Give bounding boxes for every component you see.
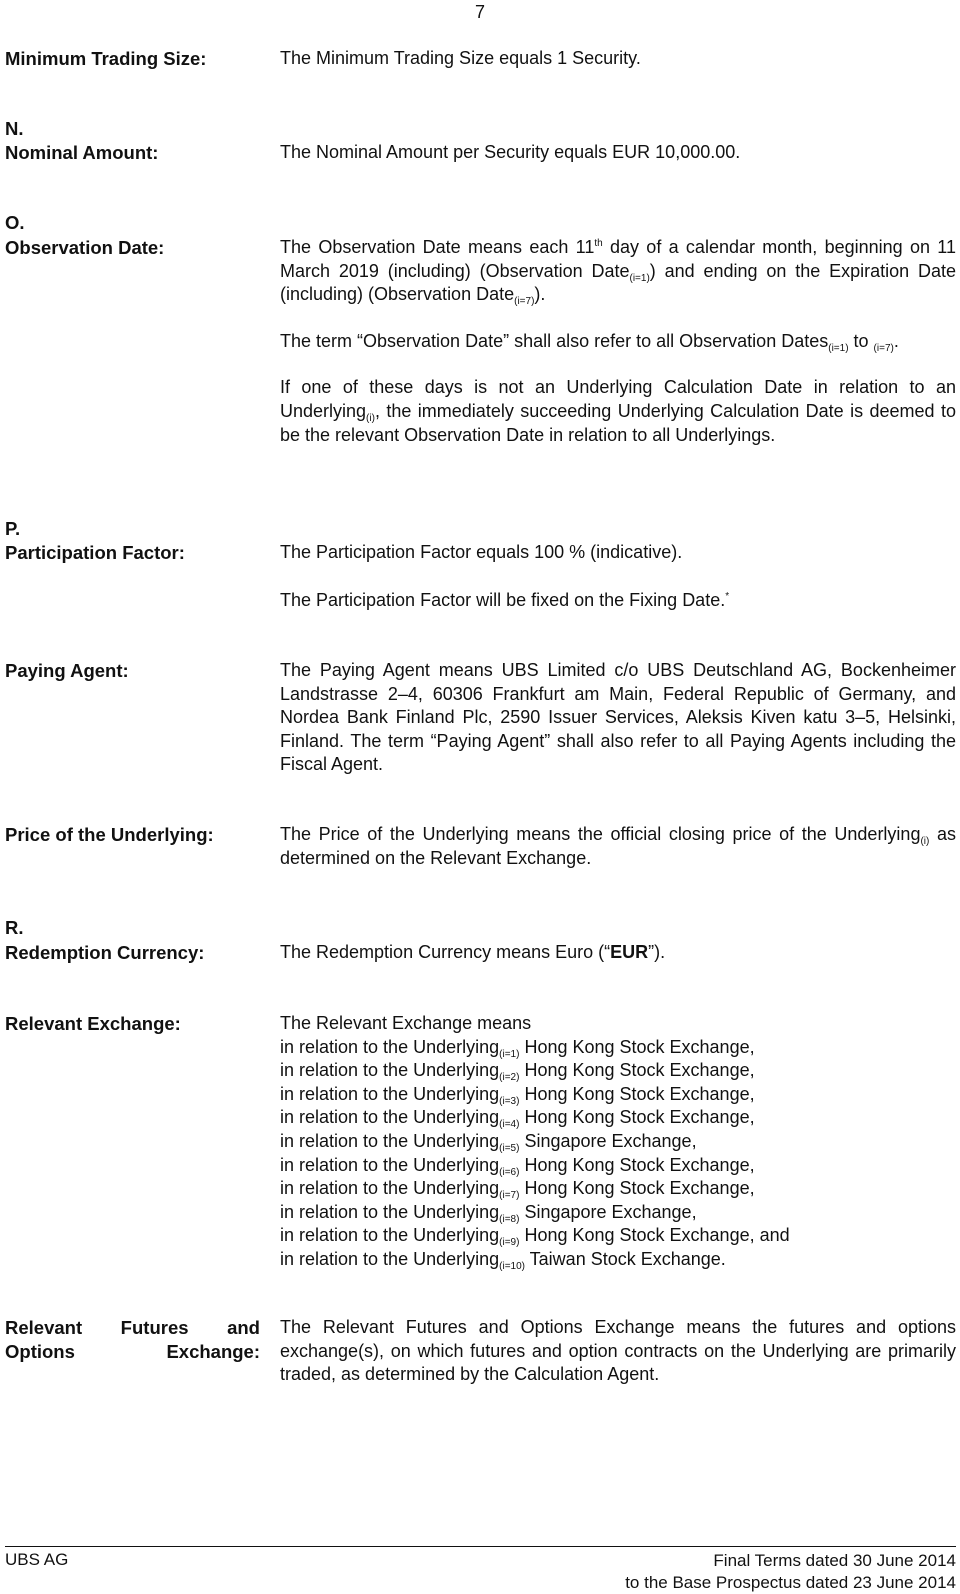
footer-divider <box>5 1546 956 1547</box>
list-item: in relation to the Underlying$_{(i=3)}$ Hong Kong Stock Exchange, <box>280 1083 755 1107</box>
definition-redemption-currency: The Redemption Currency means Euro (“EUR”). <box>280 942 666 962</box>
list-item: in relation to the Underlying$_{(i=8)}$ Singapore Exchange, <box>280 1201 697 1225</box>
definition-relevant-exchange <box>280 1012 956 1272</box>
term-participation-factor: Participation Factor: <box>5 542 185 563</box>
footer-issuer: UBS AG <box>5 1550 69 1569</box>
list-item: in relation to the Underlying$_{(i=2)}$ Hong Kong Stock Exchange, <box>280 1060 755 1084</box>
term-minimum-trading-size: Minimum Trading Size: <box>5 48 207 69</box>
participation-paragraph-2: The Participation Factor will be fixed on the Fixing Date.* <box>280 589 730 610</box>
section-letter-p: P. <box>5 518 21 539</box>
participation-paragraph-1: The Participation Factor equals 100 % (indicative). <box>280 542 683 562</box>
observation-paragraph-1: The Observation Date means each 11th day of a calendar month, beginning on 11 March 2019 (including) (Observation Date$_{(i=1)}$) and ending on the Expiration Date (including) (Observation Date$_{(i=7)}$). <box>280 237 956 308</box>
section-letter-r: R. <box>5 917 24 938</box>
page-number: 7 <box>474 2 485 22</box>
definition-participation-factor <box>280 541 956 612</box>
term-relevant-exchange: Relevant Exchange: <box>5 1013 181 1034</box>
term-paying-agent: Paying Agent: <box>5 660 129 681</box>
list-item: in relation to the Underlying$_{(i=10)}$ Taiwan Stock Exchange. <box>280 1248 726 1272</box>
list-item: in relation to the Underlying$_{(i=5)}$ Singapore Exchange, <box>280 1130 697 1154</box>
term-price-of-underlying: Price of the Underlying: <box>5 824 214 845</box>
definition-price-of-underlying: The Price of the Underlying means the official closing price of the Underlying$_{(i)}$ as determined on the Relevant Exchange. <box>280 824 956 868</box>
list-item: in relation to the Underlying$_{(i=1)}$ Hong Kong Stock Exchange, <box>280 1036 755 1060</box>
definition-observation-date <box>280 236 956 447</box>
section-letter-n: N. <box>5 118 24 139</box>
definition-paying-agent: The Paying Agent means UBS Limited c/o UBS Deutschland AG, Bockenheimer Landstrasse 2–4, 60306 Frankfurt am Main, Federal Republic of Germany, and Nordea Bank Finland Plc, 2590 Issuer Services, Aleksis Kiven katu 3–5, Helsinki, Finland. The term “Paying Agent” shall also refer to all Paying Agents including the Fiscal Agent. <box>280 660 956 775</box>
list-item: in relation to the Underlying$_{(i=9)}$ Hong Kong Stock Exchange, and <box>280 1225 790 1249</box>
relevant-exchange-intro: The Relevant Exchange means <box>280 1013 532 1033</box>
footer-final-terms-date: Final Terms dated 30 June 2014 <box>713 1551 956 1570</box>
list-item: in relation to the Underlying$_{(i=7)}$ Hong Kong Stock Exchange, <box>280 1178 755 1202</box>
term-relevant-futures-options-exchange: Relevant Futures and Options Exchange: <box>5 1317 260 1362</box>
definition-nominal-amount: The Nominal Amount per Security equals EUR 10,000.00. <box>280 142 741 162</box>
observation-paragraph-2: The term “Observation Date” shall also refer to all Observation Dates$_{(i=1)}$ to $_{(i=7)}$. <box>280 330 899 354</box>
footer-dates <box>625 1550 956 1594</box>
term-redemption-currency: Redemption Currency: <box>5 942 205 963</box>
list-item: in relation to the Underlying$_{(i=4)}$ Hong Kong Stock Exchange, <box>280 1107 755 1131</box>
footer-base-prospectus-date: to the Base Prospectus dated 23 June 2014 <box>625 1573 956 1592</box>
observation-paragraph-3: If one of these days is not an Underlying Calculation Date in relation to an Underlying$_{(i)}$, the immediately succeeding Underlying Calculation Date is deemed to be the relevant Observation Date in relation to all Underlyings. <box>280 377 956 445</box>
term-observation-date: Observation Date: <box>5 237 165 258</box>
term-nominal-amount: Nominal Amount: <box>5 142 159 163</box>
list-item: in relation to the Underlying$_{(i=6)}$ Hong Kong Stock Exchange, <box>280 1154 755 1178</box>
section-letter-o: O. <box>5 212 25 233</box>
definition-minimum-trading-size: The Minimum Trading Size equals 1 Security. <box>280 48 641 68</box>
definition-relevant-futures-options-exchange: The Relevant Futures and Options Exchange means the futures and options exchange(s), on which futures and option contracts on the Underlying are primarily traded, as determined by the Calculation Agent. <box>280 1317 956 1385</box>
